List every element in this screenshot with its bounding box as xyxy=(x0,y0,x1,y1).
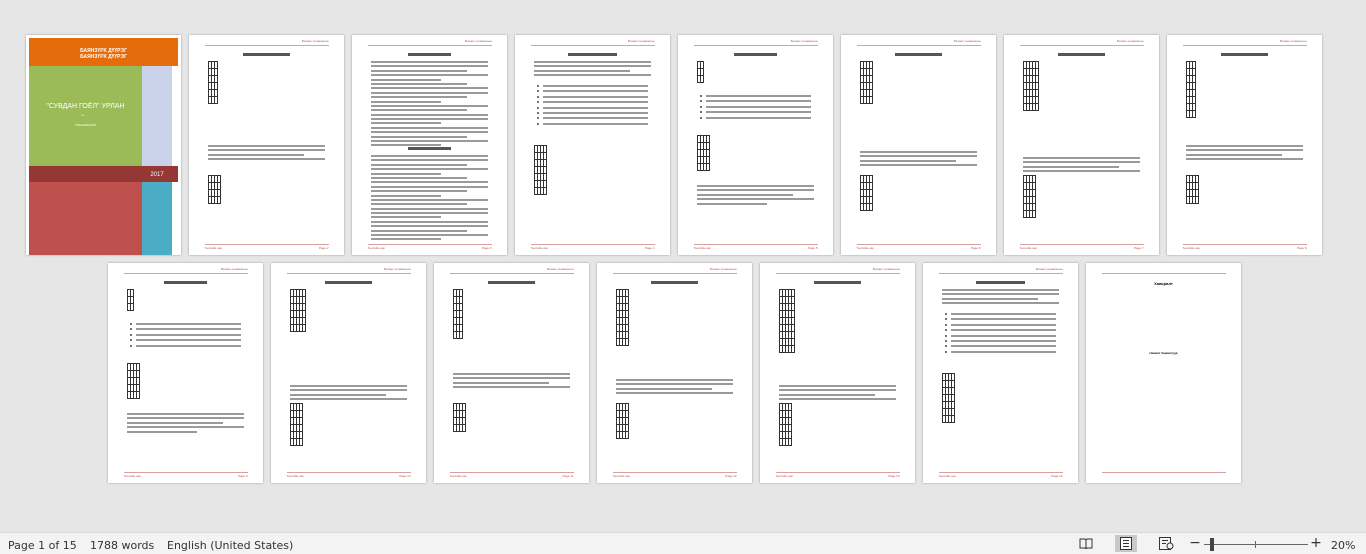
appendix-subtitle: Нэмэлт баримтууд xyxy=(1149,351,1178,355)
page-paragraph xyxy=(534,61,652,79)
page-footer-text: Төслийн нэр xyxy=(938,474,956,478)
page-15-appendix[interactable] xyxy=(1086,263,1241,483)
page-table xyxy=(453,403,466,432)
page-header-text: Бизнес-төлөвлөгөө xyxy=(1035,267,1063,271)
zoom-in-button[interactable]: + xyxy=(1310,535,1322,551)
page-table xyxy=(616,289,629,346)
page-footer-rule xyxy=(124,472,248,473)
page-header-rule xyxy=(124,273,248,274)
zoom-100-marker xyxy=(1255,541,1256,548)
cover-city: УЛААНБААТАР xyxy=(74,123,97,127)
page-11[interactable] xyxy=(434,263,589,483)
page-header-text: Бизнес-төлөвлөгөө xyxy=(872,267,900,271)
page-header-text: Бизнес-төлөвлөгөө xyxy=(546,267,574,271)
page-14[interactable] xyxy=(923,263,1078,483)
page-5[interactable] xyxy=(678,35,833,255)
page-header-text: Бизнес-төлөвлөгөө xyxy=(627,39,655,43)
page-heading-bar xyxy=(651,281,698,284)
page-paragraph xyxy=(453,373,571,391)
page-footer-text: Төслийн нэр xyxy=(123,474,141,478)
page-bullet-list xyxy=(543,85,648,128)
page-heading-bar xyxy=(488,281,535,284)
page-paragraph xyxy=(779,385,897,403)
page-table xyxy=(208,61,218,104)
page-footer-text: Төслийн нэр xyxy=(530,246,548,250)
page-footer-rule xyxy=(1183,244,1307,245)
page-header-text: Бизнес-төлөвлөгөө xyxy=(464,39,492,43)
page-header-text: Бизнес-төлөвлөгөө xyxy=(220,267,248,271)
page-footer-text: Төслийн нэр xyxy=(286,474,304,478)
page-header-rule xyxy=(1020,45,1144,46)
page-9[interactable] xyxy=(108,263,263,483)
page-paragraph xyxy=(860,151,978,169)
page-header-rule xyxy=(1183,45,1307,46)
page-header-text: Бизнес-төлөвлөгөө xyxy=(953,39,981,43)
page-13[interactable] xyxy=(760,263,915,483)
page-header-rule xyxy=(613,273,737,274)
page-6[interactable] xyxy=(841,35,996,255)
page-table xyxy=(860,175,873,211)
page-footer-text: Төслийн нэр xyxy=(449,474,467,478)
zoom-level[interactable]: 20% xyxy=(1331,539,1356,552)
page-heading-bar xyxy=(976,281,1026,284)
page-footer-rule xyxy=(287,472,411,473)
cover-red-block xyxy=(29,182,142,255)
page-4[interactable] xyxy=(515,35,670,255)
page-footer-rule xyxy=(857,244,981,245)
page-heading-bar xyxy=(895,53,942,56)
page-heading-bar xyxy=(325,281,372,284)
page-footer-text: Төслийн нэр xyxy=(612,474,630,478)
appendix-title: Хавсралт xyxy=(1154,281,1173,286)
cover-banner xyxy=(29,38,178,66)
zoom-out-button[interactable]: − xyxy=(1189,535,1201,551)
page-footer-rule xyxy=(613,472,737,473)
page-footer-rule xyxy=(776,472,900,473)
page-header-rule xyxy=(1102,273,1226,274)
page-table xyxy=(779,289,795,353)
page-footer-text: Төслийн нэр xyxy=(775,474,793,478)
cover-side-block xyxy=(142,66,172,166)
page-table xyxy=(127,363,140,399)
page-number: Page 6 xyxy=(970,246,981,250)
page-footer-text: Төслийн нэр xyxy=(367,246,385,250)
page-header-rule xyxy=(939,273,1063,274)
page-table xyxy=(616,403,629,439)
page-heading-bar xyxy=(1221,53,1268,56)
page-2[interactable] xyxy=(189,35,344,255)
page-paragraph xyxy=(1186,145,1304,163)
zoom-slider-thumb[interactable] xyxy=(1210,538,1214,551)
page-number: Page 9 xyxy=(237,474,248,478)
page-paragraph xyxy=(1023,157,1141,175)
page-header-rule xyxy=(287,273,411,274)
page-heading-bar xyxy=(164,281,207,284)
cover-line2: БАЯНЗҮРХ ДҮҮРЭГ xyxy=(80,54,127,60)
page-bullet-list xyxy=(951,313,1056,356)
page-header-rule xyxy=(450,273,574,274)
page-header-rule xyxy=(776,273,900,274)
page-paragraph xyxy=(290,385,408,403)
page-number: Page 3 xyxy=(481,246,492,250)
page-paragraph xyxy=(371,155,489,243)
page-heading-bar xyxy=(408,53,451,56)
page-number: Page 4 xyxy=(644,246,655,250)
page-paragraph xyxy=(942,289,1060,307)
page-header-rule xyxy=(205,45,329,46)
page-number: Page 10 xyxy=(399,474,411,478)
page-bullet-list xyxy=(706,95,811,122)
page-paragraph xyxy=(616,379,734,397)
page-footer-text: Төслийн нэр xyxy=(856,246,874,250)
page-heading-bar xyxy=(1058,53,1105,56)
page-footer-rule xyxy=(205,244,329,245)
page-3[interactable] xyxy=(352,35,507,255)
page-paragraph xyxy=(371,61,489,149)
page-header-text: Бизнес-төлөвлөгөө xyxy=(383,267,411,271)
page-8[interactable] xyxy=(1167,35,1322,255)
page-paragraph xyxy=(697,185,815,207)
page-table xyxy=(290,403,303,446)
page-7[interactable] xyxy=(1004,35,1159,255)
web-layout-icon xyxy=(1159,537,1174,550)
page-table xyxy=(1023,61,1039,111)
zoom-slider-track[interactable] xyxy=(1204,544,1308,545)
page-footer-rule xyxy=(531,244,655,245)
page-paragraph xyxy=(127,413,245,435)
web-layout-button[interactable] xyxy=(1155,535,1177,552)
page-10[interactable] xyxy=(271,263,426,483)
language-status[interactable]: English (United States) xyxy=(167,539,294,552)
page-heading-bar xyxy=(814,281,861,284)
page-number: Page 14 xyxy=(1051,474,1063,478)
page-table xyxy=(1186,61,1196,118)
page-number: Page 7 xyxy=(1133,246,1144,250)
page-footer-rule xyxy=(368,244,492,245)
word-count-status[interactable]: 1788 words xyxy=(90,539,155,552)
cover-subtitle: Н....... xyxy=(81,113,90,117)
page-header-rule xyxy=(857,45,981,46)
print-layout-icon xyxy=(1119,537,1133,550)
page-footer-rule xyxy=(694,244,818,245)
page-table xyxy=(697,61,704,83)
page-header-rule xyxy=(531,45,655,46)
page-footer-rule xyxy=(1020,244,1144,245)
page-table xyxy=(290,289,306,332)
page-header-text: Бизнес-төлөвлөгөө xyxy=(1279,39,1307,43)
read-mode-button[interactable] xyxy=(1075,535,1097,552)
page-footer-text: Төслийн нэр xyxy=(1182,246,1200,250)
cover-year: 2017 xyxy=(150,172,164,178)
page-footer-text: Төслийн нэр xyxy=(1019,246,1037,250)
page-number: Page 2 xyxy=(318,246,329,250)
status-bar xyxy=(0,532,1366,554)
page-heading-bar xyxy=(408,147,451,150)
page-paragraph xyxy=(208,145,326,163)
page-table xyxy=(534,145,547,195)
page-count-status[interactable]: Page 1 of 15 xyxy=(8,539,77,552)
page-header-rule xyxy=(368,45,492,46)
print-layout-button[interactable] xyxy=(1115,535,1137,552)
page-footer-text: Төслийн нэр xyxy=(693,246,711,250)
cover-blue-block xyxy=(142,182,172,255)
page-heading-bar xyxy=(243,53,290,56)
page-heading-bar xyxy=(734,53,777,56)
page-footer-rule xyxy=(450,472,574,473)
page-1-cover[interactable] xyxy=(26,35,181,255)
page-number: Page 12 xyxy=(725,474,737,478)
page-table xyxy=(453,289,463,339)
page-number: Page 8 xyxy=(1296,246,1307,250)
page-heading-bar xyxy=(568,53,618,56)
page-number: Page 5 xyxy=(807,246,818,250)
page-12[interactable] xyxy=(597,263,752,483)
page-header-text: Бизнес-төлөвлөгөө xyxy=(709,267,737,271)
book-icon xyxy=(1079,537,1093,549)
page-table xyxy=(860,61,873,104)
page-bullet-list xyxy=(136,323,241,350)
page-header-text: Бизнес-төлөвлөгөө xyxy=(1116,39,1144,43)
page-table xyxy=(1023,175,1036,218)
page-footer-rule xyxy=(939,472,1063,473)
page-footer-rule xyxy=(1102,472,1226,473)
page-table xyxy=(779,403,792,446)
page-table xyxy=(942,373,955,423)
page-table xyxy=(208,175,221,204)
page-header-rule xyxy=(694,45,818,46)
page-table xyxy=(697,135,710,171)
cover-title: "СУВДАН ГОЁЛ" УРЛАН xyxy=(46,103,125,110)
page-table xyxy=(127,289,134,311)
page-footer-text: Төслийн нэр xyxy=(204,246,222,250)
page-number: Page 13 xyxy=(888,474,900,478)
page-table xyxy=(1186,175,1199,204)
page-header-text: Бизнес-төлөвлөгөө xyxy=(790,39,818,43)
page-number: Page 11 xyxy=(562,474,574,478)
cover-line1: БАЯНЗҮРХ ДҮҮРЭГ xyxy=(80,48,127,54)
page-header-text: Бизнес-төлөвлөгөө xyxy=(301,39,329,43)
